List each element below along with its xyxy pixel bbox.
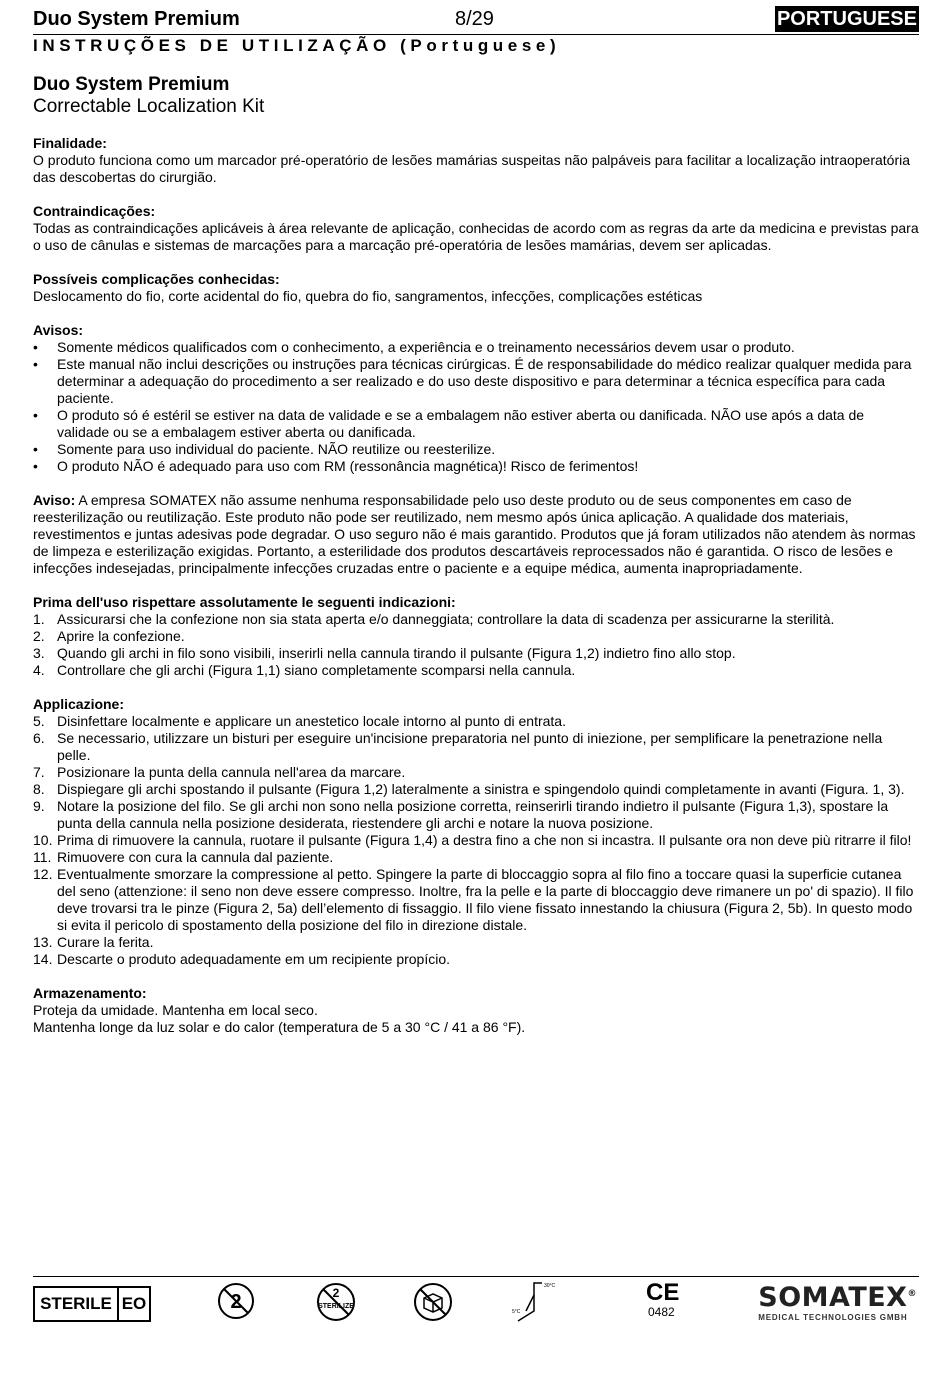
sterile-eo-label (33, 1286, 151, 1322)
do-not-resterilize-icon (315, 1281, 357, 1323)
somatex-logo (758, 1279, 917, 1322)
list-item: • O produto só é estéril se estiver na data de validade e se a embalagem não estiver aberta ou danificada. NÃO use após a data de validade ou se a embalagem estiver aberta ou danificada. (33, 407, 919, 441)
section-heading: Avisos: (33, 322, 84, 338)
step-text: Curare la ferita. (57, 934, 154, 950)
step-number: 13. (33, 934, 53, 950)
step-number: 2. (33, 628, 45, 644)
step-item (33, 713, 919, 730)
step-item (33, 798, 919, 832)
product-subtitle: Correctable Localization Kit (33, 96, 265, 117)
step-text: Assicurarsi che la confezione non sia stata aperta e/o danneggiata; controllare la data di scadenza per assicurarne la sterilità. (57, 611, 835, 627)
preparation-steps (33, 611, 919, 679)
svg-text:2: 2 (230, 1291, 242, 1313)
step-number: 7. (33, 764, 45, 780)
list-item: • Somente médicos qualificados com o conhecimento, a experiência e o treinamento necessários devem usar o produto. (33, 339, 919, 356)
document-body (33, 74, 919, 1053)
step-item (33, 764, 919, 781)
section-armazenamento (33, 985, 919, 1036)
step-text: Dispiegare gli archi spostando il pulsante (Figura 1,2) lateralmente a sinistra e spingendolo quindi completamente in avanti (Figura. 1, 3). (57, 781, 905, 797)
section-heading: Possíveis complicações conhecidas: (33, 271, 280, 287)
logo-tagline: MEDICAL TECHNOLOGIES GMBH (758, 1313, 908, 1322)
step-item (33, 645, 919, 662)
storage-line: Proteja da umidade. Mantenha em local seco. (33, 1002, 318, 1018)
step-number: 4. (33, 662, 45, 678)
section-text: Deslocamento do fio, corte acidental do fio, quebra do fio, sangramentos, infecções, complicações estéticas (33, 288, 703, 304)
language-label: PORTUGUESE (776, 8, 917, 30)
step-number: 3. (33, 645, 45, 661)
list-item: • O produto NÃO é adequado para uso com RM (ressonância magnética)! Risco de ferimentos! (33, 458, 919, 475)
warnings-list (33, 339, 919, 475)
step-number: 1. (33, 611, 45, 627)
step-text: Quando gli archi in filo sono visibili, inserirli nella cannula tirando il pulsante (Figura 1,2) indietro fino allo stop. (57, 645, 736, 661)
step-item (33, 628, 919, 645)
step-text: Rimuovere con cura la cannula dal paziente. (57, 849, 334, 865)
sterilize-text: STERILIZE (318, 1303, 354, 1310)
step-text: Notare la posizione del filo. Se gli archi non sono nella posizione corretta, reinserirli tirando indietro il pulsante (Figura 1,3), spostare la punta della cannula nella posizione desiderata, riestendere gli archi e notare la nuova posizione. (57, 798, 889, 831)
header-title: Duo System Premium (33, 8, 240, 30)
temp-low-label: 5°C (512, 1309, 521, 1315)
step-item (33, 611, 919, 628)
step-number: 11. (33, 849, 52, 865)
step-item (33, 662, 919, 679)
step-number: 12. (33, 866, 53, 882)
step-item (33, 730, 919, 764)
section-heading: Contraindicações: (33, 203, 156, 219)
step-number: 5. (33, 713, 45, 729)
aviso-label: Aviso: (33, 492, 76, 508)
instructions-heading: INSTRUÇÕES DE UTILIZAÇÃO (Portuguese) (33, 36, 561, 55)
section-contraindicacoes (33, 203, 919, 254)
list-item: • Somente para uso individual do paciente. NÃO reutilize ou reesterilize. (33, 441, 919, 458)
section-complicacoes (33, 271, 919, 305)
step-text: Descarte o produto adequadamente em um recipiente propício. (57, 951, 451, 967)
temp-high-label: 30°C (544, 1283, 556, 1289)
step-text: Prima di rimuovere la cannula, ruotare il pulsante (Figura 1,4) a destra fino a che non si incastra. Il pulsante ora non deve più ritrarre il filo! (57, 832, 912, 848)
aviso-paragraph (33, 492, 919, 577)
page-number: 8/29 (455, 8, 494, 30)
section-avisos (33, 322, 919, 475)
step-item (33, 866, 919, 934)
section-finalidade (33, 135, 919, 186)
step-item (33, 832, 919, 849)
temperature-limit-icon (508, 1281, 558, 1323)
logo-wordmark: SOMATEX (758, 1282, 908, 1313)
list-item: • Este manual não inclui descrições ou instruções para técnicas cirúrgicas. É de responsabilidade do médico realizar qualquer medida para determinar a adequação do procedimento a ser realizado e do uso deste dispositivo e para determinar a técnica específica para cada paciente. (33, 356, 919, 407)
step-text: Eventualmente smorzare la compressione al petto. Spingere la parte di bloccaggio sopra al filo fino a toccare quasi la superficie cutanea del seno (attenzione: il seno non deve essere compresso. Inoltre, fra la pelle e la parte di bloccaggio deve rimanere un po' di spazio). Il filo deve trovarsi tra le pinze (Figura 2, 5a) dell’elemento di fissaggio. Il filo viene fissato innestando la chiusura (Figura 2, 5b). In questo modo si evita il pericolo di spostamento della posizione del filo in direzione distale. (57, 866, 914, 933)
page-footer (33, 1276, 919, 1327)
do-not-use-if-damaged-icon (412, 1281, 454, 1323)
section-applicazione (33, 696, 919, 968)
section-heading: Armazenamento: (33, 985, 147, 1001)
sterile-text: STERILE (35, 1288, 119, 1320)
step-text: Aprire la confezione. (57, 628, 185, 644)
registered-mark: ® (907, 1289, 917, 1299)
step-number: 14. (33, 951, 53, 967)
product-name: Duo System Premium (33, 74, 230, 95)
svg-text:2: 2 (332, 1286, 340, 1300)
step-item (33, 849, 919, 866)
step-text: Posizionare la punta della cannula nell'area da marcare. (57, 764, 406, 780)
section-aviso (33, 492, 919, 577)
step-number: 10. (33, 832, 53, 848)
do-not-reuse-icon (216, 1281, 256, 1321)
step-number: 8. (33, 781, 45, 797)
step-item (33, 951, 919, 968)
section-heading: Prima dell'uso rispettare assolutamente le seguenti indicazioni: (33, 594, 456, 610)
eo-text: EO (121, 1294, 147, 1313)
step-item (33, 781, 919, 798)
section-heading: Finalidade: (33, 135, 107, 151)
step-text: Se necessario, utilizzare un bisturi per eseguire un'incisione preparatoria nel punto di iniezione, per semplificare la penetrazione nella pelle. (57, 730, 883, 763)
aviso-text: A empresa SOMATEX não assume nenhuma responsabilidade pelo uso deste produto ou de seus componentes em caso de reesterilização ou reutilização. Este produto não pode ser reutilizado, nem mesmo após única aplicação. A qualidade dos materiais, revestimentos e juntas adesivas pode degradar. O uso seguro não é mais garantido. Produtos que já foram utilizados não atendem às normas de limpeza e esterilização exigidas. Portanto, a esterilidade dos produtos descartáveis reprocessados não é garantida. O risco de lesões e infecções indesejadas, principalmente infecções cruzadas entre o paciente e a equipe médica, aumenta inapropriadamente. (33, 492, 916, 576)
step-number: 9. (33, 798, 45, 814)
step-item (33, 934, 919, 951)
page-header (33, 6, 919, 35)
step-number: 6. (33, 730, 45, 746)
ce-notified-body-number: 0482 (648, 1305, 675, 1319)
section-text: Todas as contraindicações aplicáveis à área relevante de aplicação, conhecidas de acordo com as regras da arte da medicina e previstas para o uso de cânulas e sistemas de marcações para a marcação pré-operatória de lesões mamárias, devem ser aplicadas. (33, 220, 919, 253)
section-prima (33, 594, 919, 679)
ce-mark: CE (646, 1279, 680, 1306)
section-text: O produto funciona como um marcador pré-operatório de lesões mamárias suspeitas não palpáveis para facilitar a localização intraoperatória das descobertas do cirurgião. (33, 152, 911, 185)
step-text: Disinfettare localmente e applicare un anestetico locale intorno al punto di entrata. (57, 713, 566, 729)
storage-line: Mantenha longe da luz solar e do calor (temperatura de 5 a 30 °C / 41 a 86 °F). (33, 1019, 526, 1035)
application-steps (33, 713, 919, 968)
section-heading: Applicazione: (33, 696, 125, 712)
step-text: Controllare che gli archi (Figura 1,1) siano completamente scomparsi nella cannula. (57, 662, 576, 678)
